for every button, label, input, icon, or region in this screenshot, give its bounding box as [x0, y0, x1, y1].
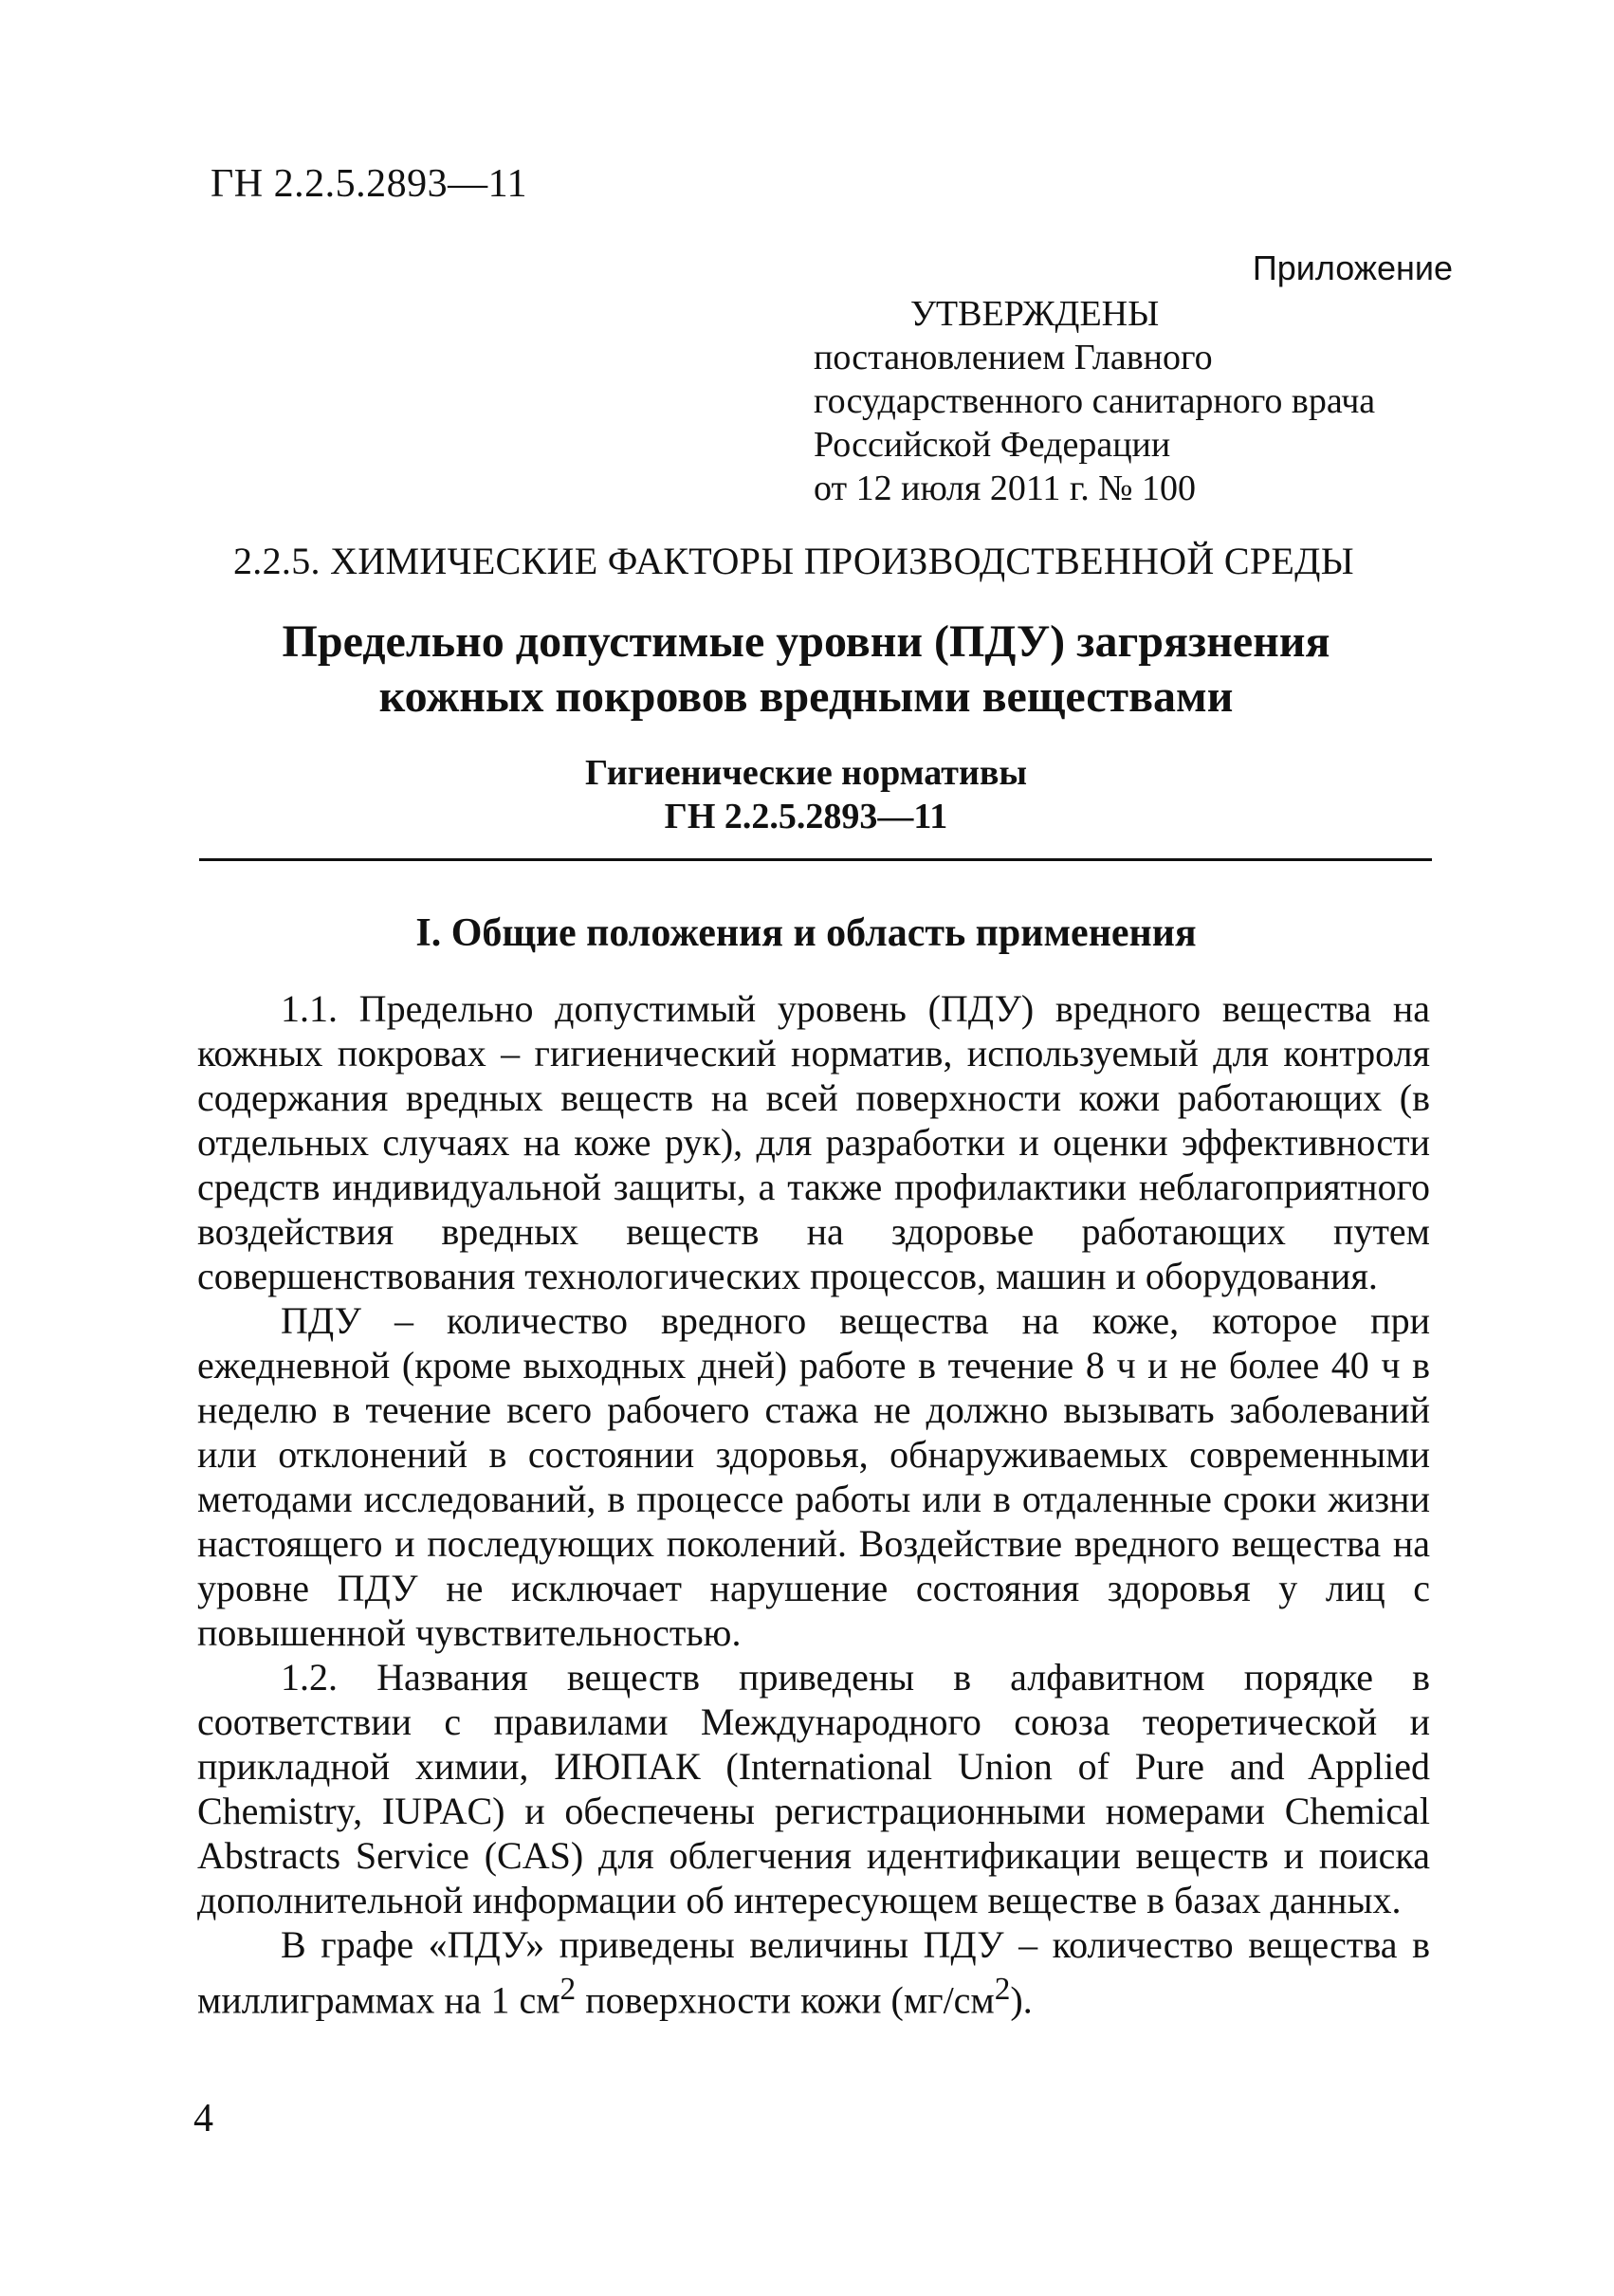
paragraph: 1.2. Названия веществ приведены в алфавитном порядке в соответствии с правилами Международного союза теоретической и прикладной химии, ИЮПАК (International Union of Pure and Applied Chemistry, IUPAC) и обеспечены регистрационными номерами Chemical Abstracts Service (CAS) для облегчения идентификации веществ и поиска дополнительной информации об интересующем веществе в базах данных.: [197, 1656, 1430, 1921]
document-code-header: ГН 2.2.5.2893—11: [211, 162, 528, 206]
title-line: кожных покровов вредными веществами: [378, 671, 1234, 722]
approval-line: государственного санитарного врача: [814, 381, 1376, 421]
approval-block: [814, 292, 1375, 510]
appendix-label: Приложение: [1252, 248, 1453, 287]
section-code-heading: 2.2.5. ХИМИЧЕСКИЕ ФАКТОРЫ ПРОИЗВОДСТВЕННОЙ СРЕДЫ: [233, 540, 1354, 582]
approval-date-line: от 12 июля 2011 г. № 100: [814, 468, 1196, 508]
approval-title: УТВЕРЖДЕНЫ: [910, 294, 1160, 334]
subtitle-line: Гигиенические нормативы: [584, 753, 1028, 793]
superscript: 2: [994, 1972, 1011, 2007]
section-heading: I. Общие положения и область применения: [415, 911, 1197, 955]
horizontal-divider: [199, 858, 1432, 861]
subtitle-line: ГН 2.2.5.2893—11: [664, 797, 948, 836]
title-line: Предельно допустимые уровни (ПДУ) загрязнения: [282, 616, 1330, 667]
paragraph-text: поверхности кожи (мг/см: [576, 1978, 995, 2022]
document-subtitle: [190, 751, 1422, 838]
paragraph: ПДУ – количество вредного вещества на коже, которое при ежедневной (кроме выходных дней) работе в течение 8 ч и не более 40 ч в неделю в течение всего рабочего стажа не должно вызывать заболеваний или отклонений в состоянии здоровья, обнаруживаемых современными методами исследований, в процессе работы или в отдаленные сроки жизни настоящего и последующих поколений. Воздействие вредного вещества на уровне ПДУ не исключает нарушение состояния здоровья у лиц с повышенной чувствительностью.: [197, 1299, 1430, 1654]
paragraph-text: В графе «ПДУ» приведены величины ПДУ – количество вещества в миллиграммах на 1 см: [197, 1923, 1430, 2022]
paragraph-text: ).: [1010, 1978, 1033, 2022]
paragraph: [197, 1922, 1430, 2022]
document-title: [190, 615, 1422, 725]
paragraph: 1.1. Предельно допустимый уровень (ПДУ) вредного вещества на кожных покровах – гигиенический норматив, используемый для контроля содержания вредных веществ на всей поверхности кожи работающих (в отдельных случаях на коже рук), для разработки и оценки эффективности средств индивидуальной защиты, а также профилактики неблагоприятного воздействия вредных веществ на здоровье работающих путем совершенствования технологических процессов, машин и оборудования.: [197, 987, 1430, 1297]
page-number: 4: [193, 2097, 213, 2140]
body-text: [197, 986, 1430, 2022]
approval-line: Российской Федерации: [814, 425, 1171, 465]
superscript: 2: [559, 1972, 577, 2007]
approval-line: постановлением Главного: [814, 338, 1213, 377]
